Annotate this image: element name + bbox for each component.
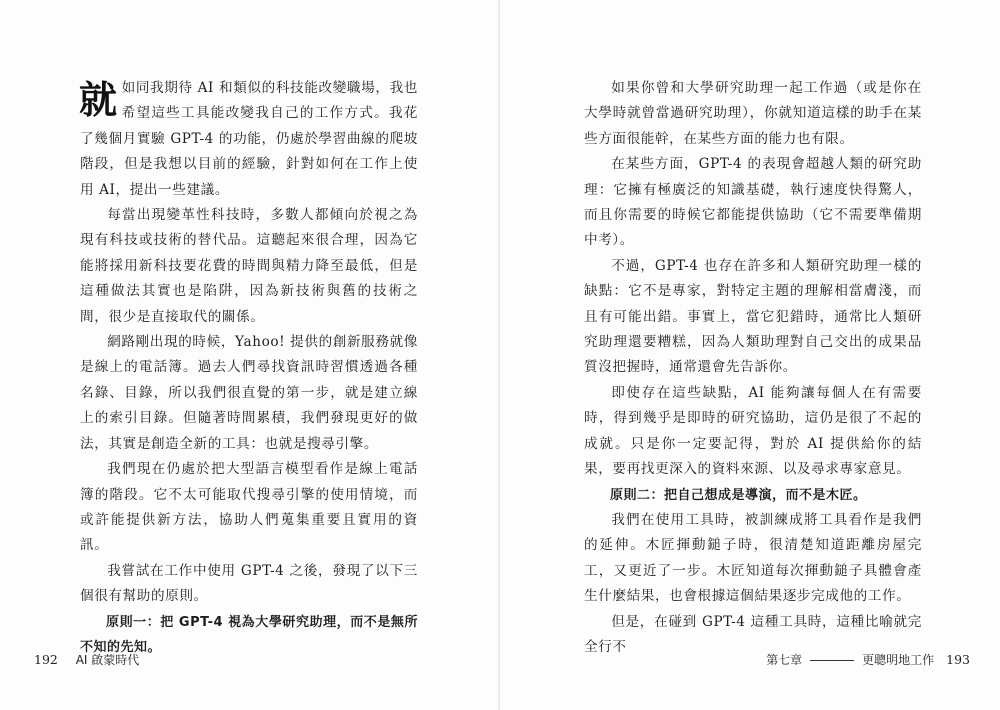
paragraph: 即使存在這些缺點，AI 能夠讓每個人在有需要時，得到幾乎是即時的研究協助，這仍是很了不起的成就。只是你一定要記得，對於 AI 提供給你的結果，要再找更深入的資料來源、以及尋求專家意見。: [584, 384, 922, 478]
chapter-title: 更聰明地工作: [862, 653, 935, 667]
paragraph: [80, 76, 418, 203]
paragraph: 如果你曾和大學研究助理一起工作過（或是你在大學時就曾當過研究助理），你就知道這樣的助手在某些方面很能幹，在某些方面的能力也有限。: [584, 80, 922, 147]
drop-cap: 就: [79, 77, 118, 122]
paragraph: 我們現在仍處於把大型語言模型看作是線上電話簿的階段。它不太可能取代搜尋引擎的使用情境，而或許能提供新方法，協助人們蒐集重要且實用的資訊。: [80, 461, 418, 554]
paragraph: 在某些方面，GPT-4 的表現會超越人類的研究助理：它擁有極廣泛的知識基礎，執行速度快得驚人，而且你需要的時候它都能提供協助（它不需要準備期中考）。: [584, 156, 922, 249]
page-number: 193: [946, 652, 970, 667]
paragraph: 我嘗試在工作中使用 GPT-4 之後，發現了以下三個很有幫助的原則。: [80, 562, 418, 605]
principle-heading: 原則二：把自己想成是導演，而不是木匠。: [610, 487, 867, 503]
paragraph: 不過，GPT-4 也存在許多和人類研究助理一樣的缺點：它不是專家，對特定主題的理解相當膚淺，而且有可能出錯。事實上，當它犯錯時，通常比人類研究助理還要糟糕，因為人類助理對自己交出的成果品質沒把握時，通常還會先告訴你。: [584, 257, 922, 376]
right-page: [500, 0, 1000, 710]
left-folio: [34, 651, 139, 668]
right-page-body: [584, 76, 922, 660]
paragraph: 網路剛出現的時候，Yahoo! 提供的創新服務就像是線上的電話簿。過去人們尋找資訊時習慣透過各種名錄、目錄，所以我們很直覺的第一步，就是建立線上的索引目錄。但隨著時間累積，我們發現更好的做法，其實是創造全新的工具：也就是搜尋引擎。: [80, 334, 418, 452]
page-number: 192: [34, 652, 58, 667]
chapter-label: 第七章: [766, 653, 803, 667]
left-page-body: [80, 76, 418, 660]
book-title: AI 啟蒙時代: [75, 653, 140, 667]
principle-heading: 原則一：把 GPT-4 視為大學研究助理，而不是無所不知的先知。: [80, 614, 418, 655]
paragraph: 我們在使用工具時，被訓練成將工具看作是我們的延伸。木匠揮動鎚子時，很清楚知道距離房屋完工，又更近了一步。木匠知道每次揮動鎚子具體會產生什麼結果，也會根據這個結果逐步完成他的工作。: [584, 511, 922, 605]
paragraph: 但是，在碰到 GPT-4 這種工具時，這種比喻就完全行不: [584, 613, 922, 655]
paragraph-text: 如同我期待 AI 和類似的科技能改變職場，我也希望這些工具能改變我自己的工作方式。我花了幾個月實驗 GPT-4 的功能，仍處於學習曲線的爬坡階段，但是我想以目前的經驗，針對如何在工作上使用 AI，提出一些建議。: [80, 80, 418, 198]
folio-dash: [810, 660, 854, 661]
paragraph: 每當出現變革性科技時，多數人都傾向於視之為現有科技或技術的替代品。這聽起來很合理，因為它能將採用新科技要花費的時間與精力降至最低，但是這種做法其實也是陷阱，因為新技術與舊的技術之間，很少是直接取代的關係。: [80, 207, 418, 325]
right-folio: [766, 651, 970, 668]
